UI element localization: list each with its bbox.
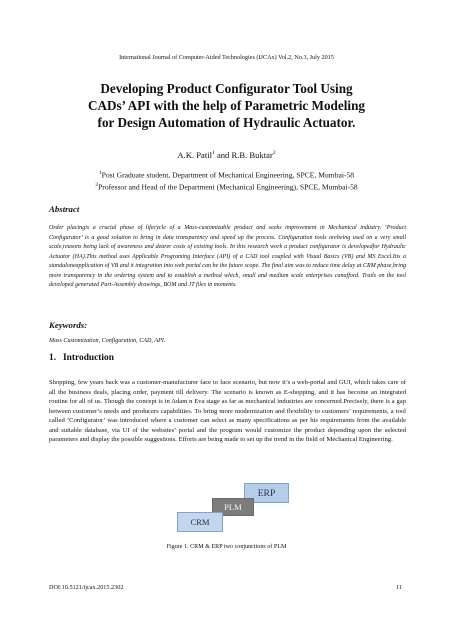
abstract-heading: Abstract — [49, 204, 80, 214]
footer-doi: DOI:10.5121/ijcax.2015.2302 — [49, 584, 124, 591]
figure-erp-box: ERP — [244, 483, 289, 503]
author-1: A.K. Patil — [177, 150, 213, 160]
introduction-heading — [49, 353, 114, 363]
author-and: and R.B. Buktar — [214, 150, 273, 160]
section-title: Introduction — [63, 353, 114, 363]
paper-title — [40, 80, 413, 131]
title-line-2: CADs’ API with the help of Parametric Modeling — [87, 98, 366, 113]
affiliation-2-sup: 2 — [95, 182, 99, 188]
title-line-1: Developing Product Configurator Tool Using — [100, 81, 353, 96]
affiliation-2-text: Professor and Head of the Department (Mechanical Engineering), SPCE, Mumbai-58 — [98, 182, 358, 192]
keywords-text: Mass Customization, Configuration, CAD, API. — [49, 338, 166, 344]
author-1-sup: 1 — [212, 150, 215, 157]
keywords-heading: Keywords: — [49, 320, 88, 330]
author-line — [0, 150, 453, 160]
title-line-3: for Design Automation of Hydraulic Actuator. — [97, 115, 356, 130]
affiliation-1 — [0, 170, 453, 180]
introduction-body: Shopping, few years back was a customer-manufacturer face to face scenario, but now it’s a web-portal and GUI, which takes care of all the business deals, placing order, payment till delivery. The scenario is known as E-shopping, and it has become an integrated routine for all of us. Though the concept is in Adam n Eva stage as far as mechanical industries are concerned.Precisely, there is a gap between customer’s needs and producers capabilities. To bring more modernization and flexibility to customers’ requirements, a tool called ‘Configurator’ was introduced where a customer can select as many specifications as per his requirements from the available and suitable database, via UI of the websites’ portal and the program would customize the product depending upon the selected parameters and display the possible suggestions. Efforts are being made to set up the trend in the field of Mechanical Engineering. — [49, 379, 406, 443]
page-number: 11 — [396, 584, 402, 591]
abstract-text: Order placingis a crucial phase of lifecycle of a Mass-customizable product and seeks improvement in Mechanical industry. ‘Product Configurator’ is a good solution to bring in data transparency and speed up the process. Configuration tools arebeing used on a very small scale,reasons being lack of awareness and dearer costs of existing tools. In this research work a product configurator is developedfor Hydraulic Actuator (HA).This method uses Applicable Programing Interface (API) of a CAD tool coupled with Visual Basics (VB) and MS Excel.Itis a standaloneapplication of VB and it integration into web portal can be the future scope. The final aim was to reduce time delay at CRM phase,bring more transparency in the ordering system and to establish a method which, small and medium scale enterprises canafford. Trails on the tool developed generated Part-Assembly drawings, BOM and JT files in moments. — [49, 225, 406, 289]
figure-plm-box: PLM — [212, 498, 254, 516]
affiliation-1-sup: 1 — [98, 170, 102, 176]
author-2-sup: 2 — [272, 150, 276, 157]
affiliation-1-text: Post Graduate student, Department of Mechanical Engineering, SPCE, Mumbai-58 — [101, 170, 355, 180]
affiliation-2 — [0, 182, 453, 192]
figure-crm-box: CRM — [177, 512, 223, 532]
figure-caption: Figure 1. CRM & ERP two conjunctions of PLM — [166, 544, 287, 550]
section-number: 1. — [49, 353, 57, 363]
journal-header: International Journal of Computer-Aided Technologies (IJCAx) Vol.2, No.3, July 2015 — [119, 54, 334, 61]
